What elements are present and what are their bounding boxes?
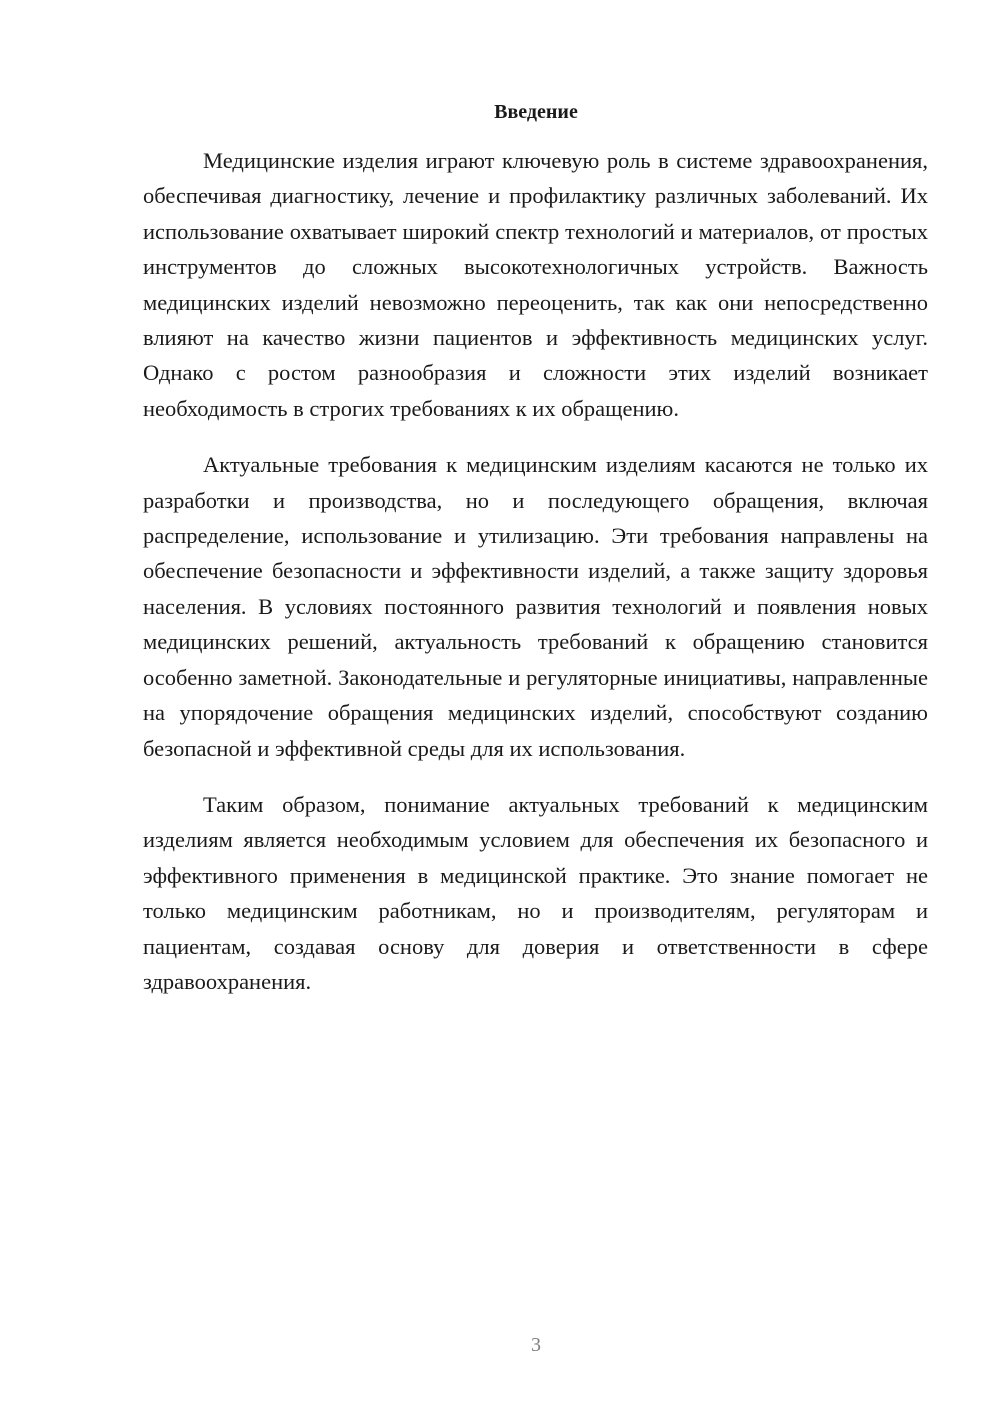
page-number: 3 [531,1334,541,1356]
paragraph-3: Таким образом, понимание актуальных требований к медицинским изделиям является необходимым условием для обеспечения их безопасного и эффективного применения в медицинской практике. Это знание помогает не только медицинским работникам, но и производителям, регуляторам и пациентам, создавая основу для доверия и ответственности в сфере здравоохранения. [143,791,928,994]
paragraph-2: Актуальные требования к медицинским изделиям касаются не только их разработки и производства, но и последующего обращения, включая распределение, использование и утилизацию. Эти требования направлены на обеспечение безопасности и эффективности изделий, а также защиту здоровья населения. В условиях постоянного развития технологий и появления новых медицинских решений, актуальность требований к обращению становится особенно заметной. Законодательные и регуляторные инициативы, направленные на упорядочение обращения медицинских изделий, способствуют созданию безопасной и эффективной среды для их использования. [143,452,928,761]
paragraph-1: Медицинские изделия играют ключевую роль в системе здравоохранения, обеспечивая диагностику, лечение и профилактику различных заболеваний. Их использование охватывает широкий спектр технологий и материалов, от простых инструментов до сложных высокотехнологичных устройств. Важность медицинских изделий невозможно переоценить, так как они непосредственно влияют на качество жизни пациентов и эффективность медицинских услуг. Однако с ростом разнообразия и сложности этих изделий возникает необходимость в строгих требованиях к их обращению. [143,148,928,421]
page-title: Введение [494,101,578,123]
body-text [143,143,928,1020]
